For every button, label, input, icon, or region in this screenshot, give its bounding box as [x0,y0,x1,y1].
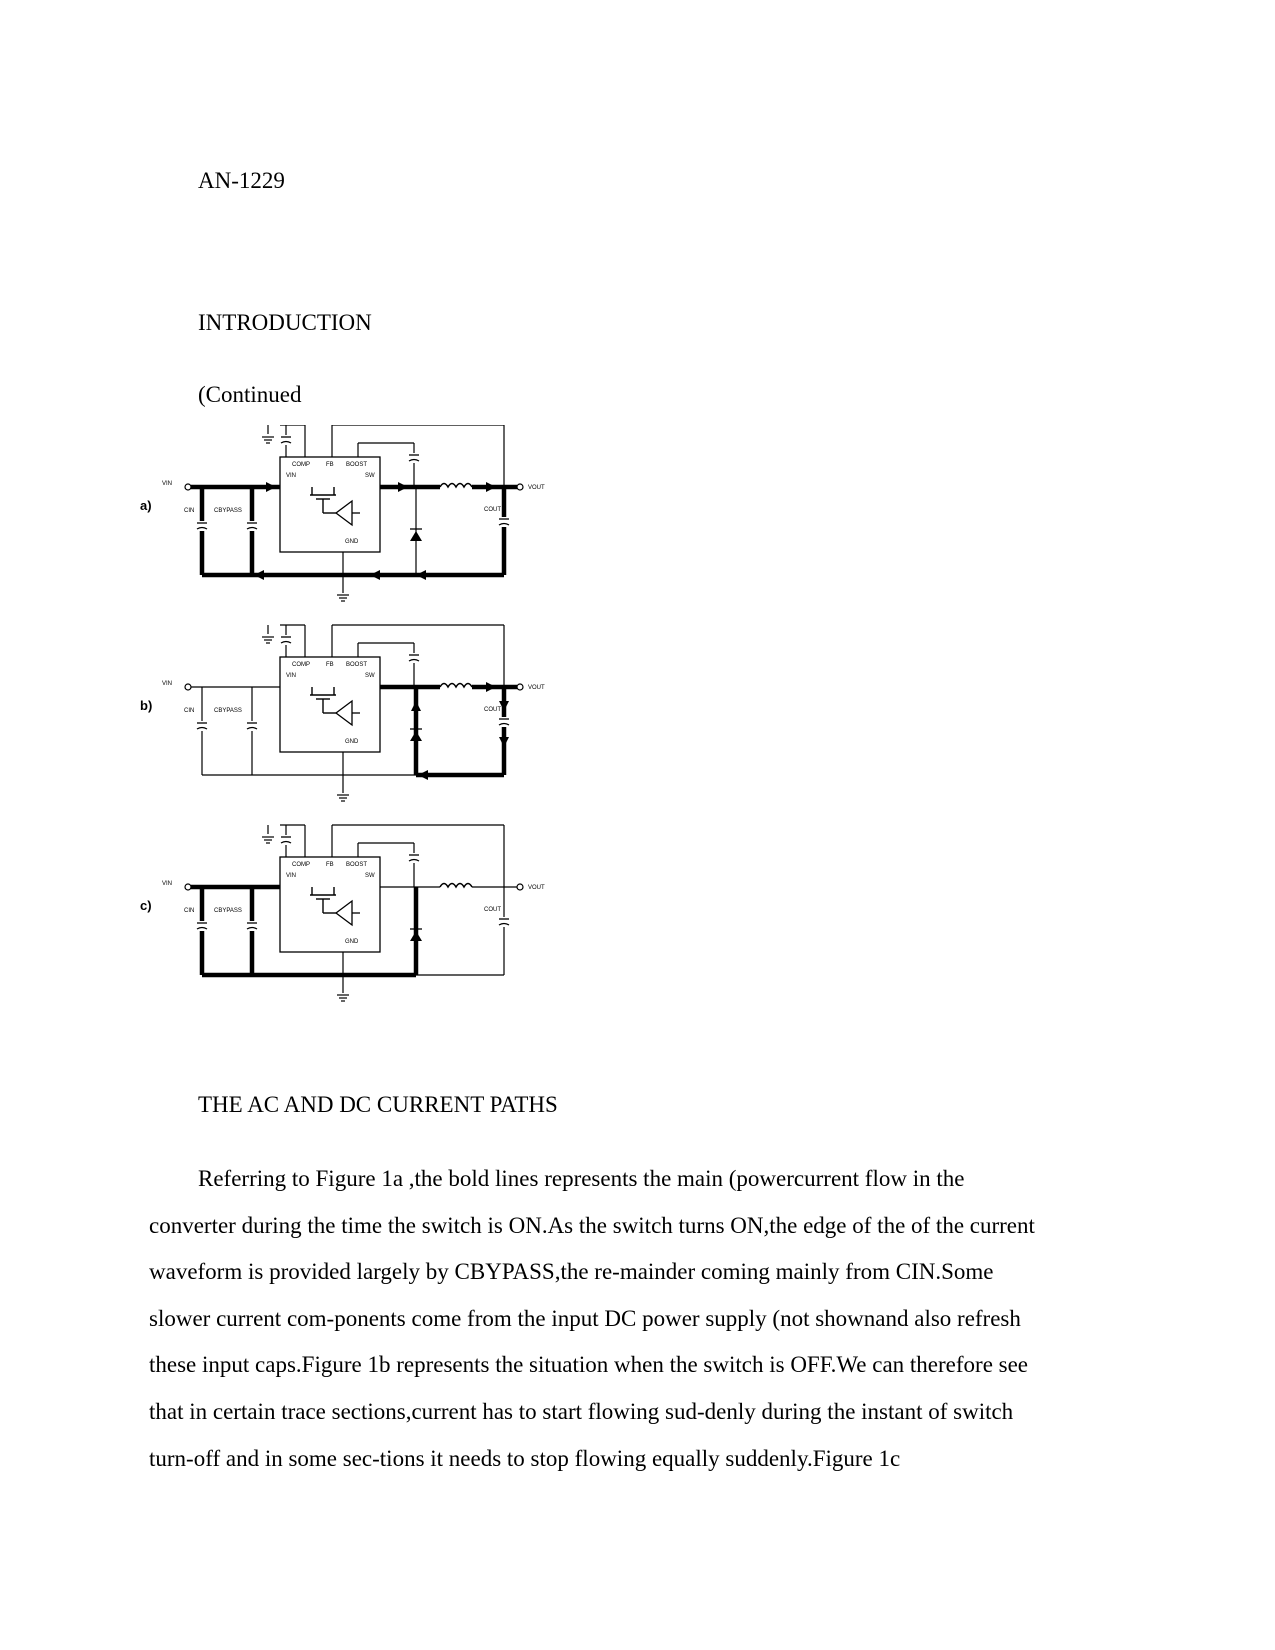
document-header: AN-1229 [198,168,285,193]
current-arrow [486,682,496,692]
pin-label-sw: SW [365,873,375,879]
current-arrow [418,770,428,780]
cout-label: COUT [484,707,501,713]
vin-terminal [185,484,191,490]
inductor [440,484,472,488]
pin-label-vin: VIN [286,873,297,879]
ic-box [280,857,380,952]
ic-box [280,657,380,752]
vin-label: VIN [162,881,173,887]
pin-label-gnd: GND [345,939,359,945]
capacitor-plate [197,928,207,930]
panel-label: a) [140,498,152,513]
capacitor-plate [499,524,509,526]
pin-label-vin: VIN [286,673,297,679]
current-arrow [411,701,421,711]
vin-terminal [185,884,191,890]
pin-label-comp: COMP [292,862,310,868]
pin-label-fb: FB [326,862,334,868]
paragraph-line: slower current com-ponents come from the input DC power supply (not shownand also refresh [149,1305,1021,1331]
paragraph-line: waveform is provided largely by CBYPASS,the re-mainder coming mainly from CIN.Some [149,1259,994,1285]
ic-box [280,457,380,552]
pin-label-gnd: GND [345,739,359,745]
intro-heading: INTRODUCTION [198,310,372,335]
continued-label: (Continued [198,382,302,407]
driver-amplifier [336,701,352,725]
pin-label-boost: BOOST [346,862,368,868]
inductor [440,884,472,888]
paragraph-line: that in certain trace sections,current has to start flowing sud-denly during the instant of switch [149,1398,1014,1424]
pin-label-sw: SW [365,673,375,679]
current-path-figure [140,425,580,1060]
vout-terminal [517,884,523,890]
pin-label-sw: SW [365,473,375,479]
vout-label: VOUT [528,485,545,491]
capacitor-plate [197,528,207,530]
current-arrow [370,570,380,580]
vout-terminal [517,684,523,690]
vout-label: VOUT [528,685,545,691]
current-arrow [499,737,509,747]
vin-label: VIN [162,681,173,687]
cout-label: COUT [484,507,501,513]
paragraph-line: turn-off and in some sec-tions it needs to stop flowing equally suddenly.Figure 1c [149,1445,901,1471]
capacitor-plate [281,442,291,444]
cin-label: CIN [184,708,195,714]
cbypass-label: CBYPASS [214,908,242,914]
capacitor-plate [281,642,291,644]
vout-label: VOUT [528,885,545,891]
schematic-panel-a [140,425,545,601]
pin-label-fb: FB [326,462,334,468]
vout-terminal [517,484,523,490]
panel-label: c) [140,898,152,913]
vin-label: VIN [162,481,173,487]
current-arrow [416,570,426,580]
capacitor-plate [499,924,509,926]
cbypass-label: CBYPASS [214,508,242,514]
inductor [440,684,472,688]
pin-label-boost: BOOST [346,662,368,668]
cin-label: CIN [184,908,195,914]
pin-label-fb: FB [326,662,334,668]
section-heading: THE AC AND DC CURRENT PATHS [198,1092,558,1117]
driver-amplifier [336,901,352,925]
current-arrow [486,482,496,492]
body-paragraph [149,1156,1129,1482]
capacitor-plate [409,460,419,462]
pin-label-comp: COMP [292,462,310,468]
capacitor-plate [247,728,257,730]
paragraph-line: converter during the time the switch is ON.As the switch turns ON,the edge of the of the current [149,1212,1035,1238]
diode [410,931,422,941]
panel-label: b) [140,698,153,713]
pin-label-boost: BOOST [346,462,368,468]
capacitor-plate [247,928,257,930]
diode [410,531,422,541]
capacitor-plate [247,528,257,530]
pin-label-gnd: GND [345,539,359,545]
capacitor-plate [197,728,207,730]
current-arrow [398,482,408,492]
schematic-panel-c [140,825,545,1001]
capacitor-plate [499,724,509,726]
diode [410,731,422,741]
vin-terminal [185,684,191,690]
paragraph-line: Referring to Figure 1a ,the bold lines represents the main (powercurrent flow in the [198,1166,965,1191]
cout-label: COUT [484,907,501,913]
paragraph-line: these input caps.Figure 1b represents the situation when the switch is OFF.We can therefore see [149,1352,1029,1378]
pin-label-vin: VIN [286,473,297,479]
schematic-panel-b [140,625,545,801]
cbypass-label: CBYPASS [214,708,242,714]
capacitor-plate [409,860,419,862]
pin-label-comp: COMP [292,662,310,668]
current-arrow [266,482,276,492]
cin-label: CIN [184,508,195,514]
current-arrow [254,570,264,580]
capacitor-plate [281,842,291,844]
driver-amplifier [336,501,352,525]
capacitor-plate [409,660,419,662]
